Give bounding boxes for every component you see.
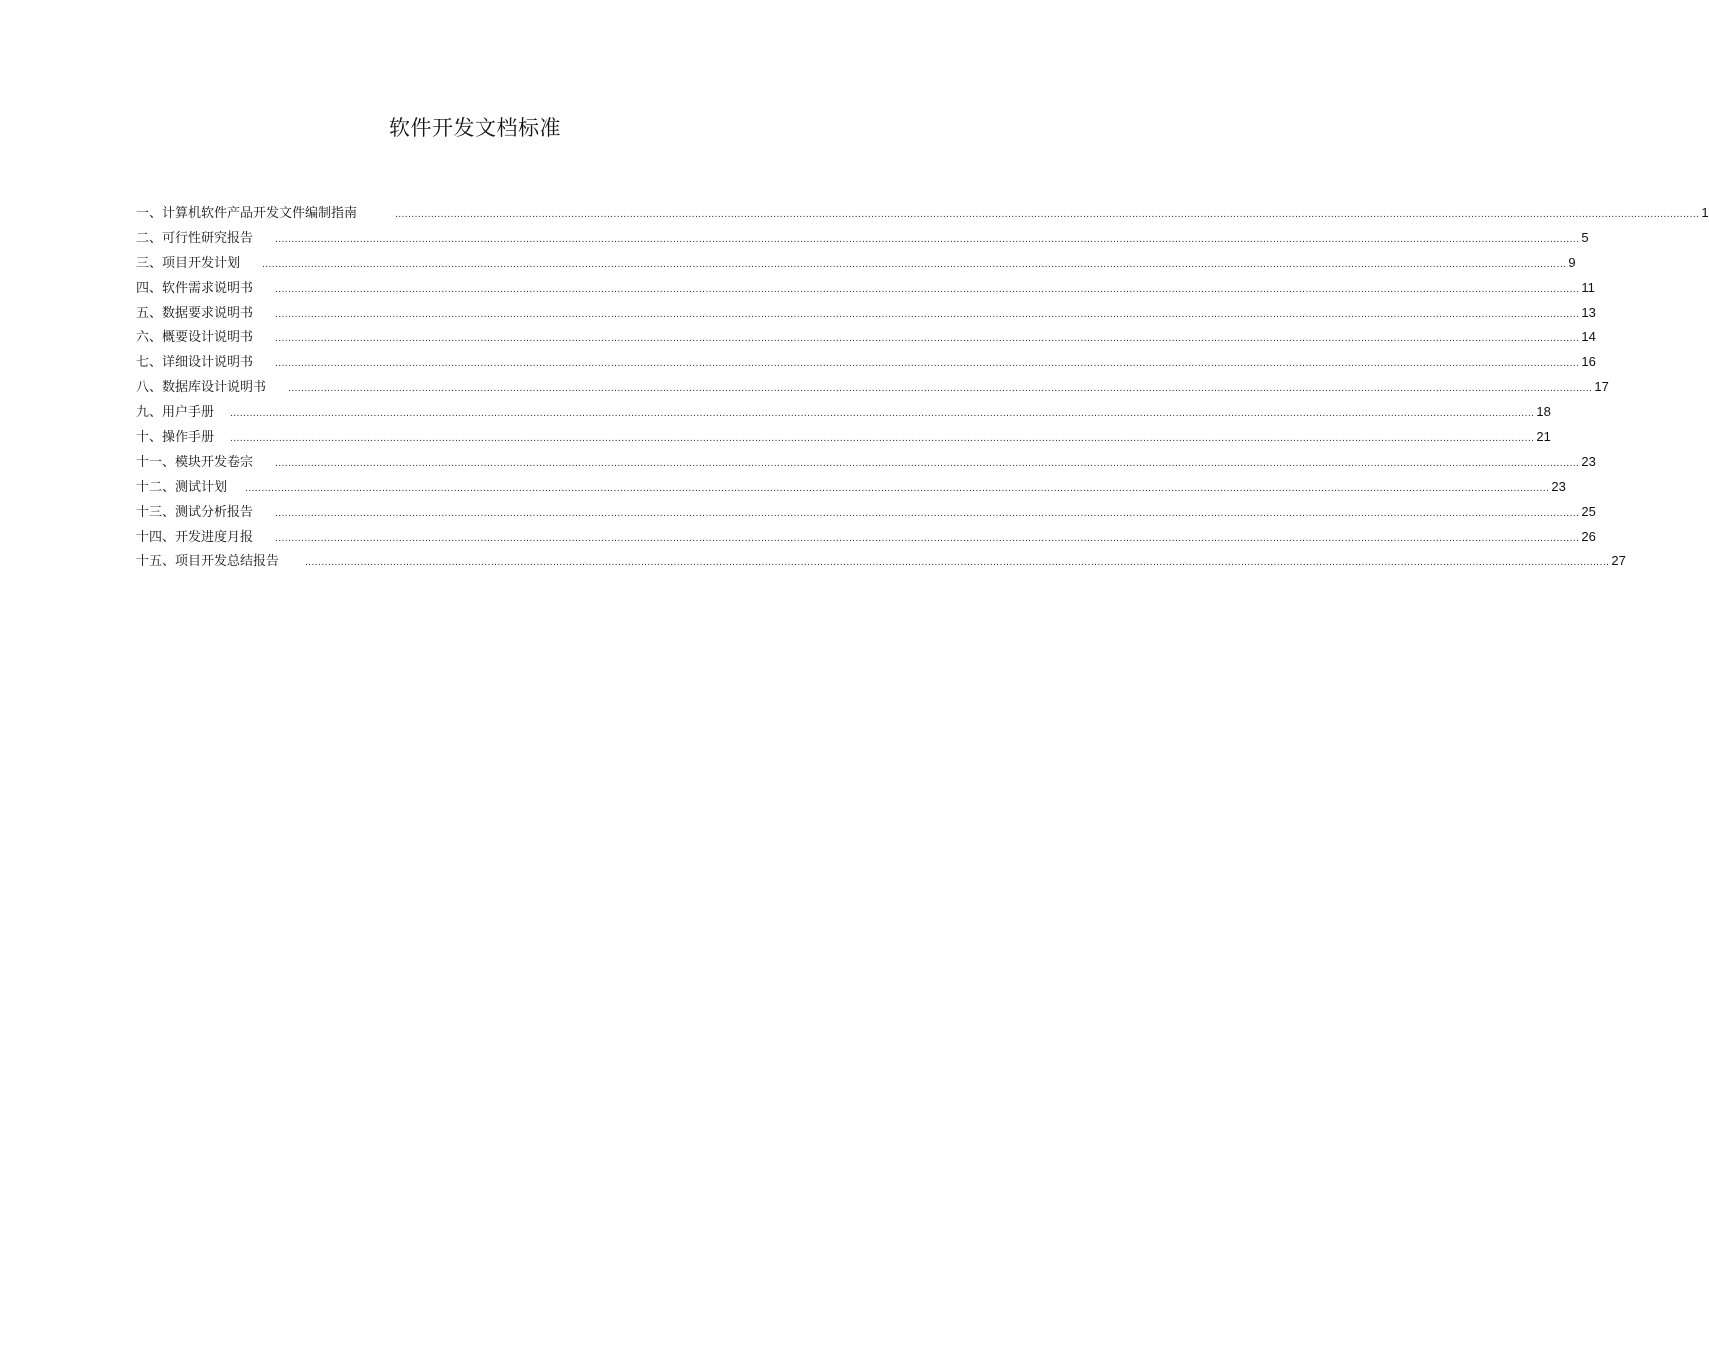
toc-entry-label: 六、概要设计说明书 [136,330,254,346]
toc-entry-page-number: 1 [1701,205,1709,220]
toc-entry-label: 九、用户手册 [136,405,215,421]
toc-entry[interactable] [136,500,1596,525]
toc-leader-dots: ................................................................................................................................................................................................................................................................................................................................................................................................................ [245,483,1550,494]
toc-entry-page-number: 17 [1594,379,1609,395]
toc-leader-dots: ................................................................................................................................................................................................................................................................................................................................................................................................................ [395,210,1700,220]
toc-entry[interactable] [136,301,1596,326]
toc-entry-page-number: 23 [1581,453,1596,469]
toc-entry[interactable] [136,201,1709,226]
toc-entry-label: 四、软件需求说明书 [136,280,254,296]
toc-entry-label: 五、数据要求说明书 [136,305,254,321]
page-title: 软件开发文档标准 [389,116,561,140]
toc-entry[interactable] [136,475,1566,500]
toc-entry[interactable] [136,251,1576,276]
toc-entry[interactable] [136,425,1551,450]
toc-entry[interactable] [136,549,1626,574]
toc-entry-page-number: 25 [1581,503,1596,519]
toc-entry-label: 二、可行性研究报告 [136,230,254,246]
toc-entry[interactable] [136,375,1609,400]
table-of-contents [136,201,1709,574]
toc-entry-label: 三、项目开发计划 [136,255,241,271]
toc-entry-label: 十三、测试分析报告 [136,504,254,520]
toc-entry-label: 七、详细设计说明书 [136,355,254,371]
toc-leader-dots: ................................................................................................................................................................................................................................................................................................................................................................................................................ [275,458,1580,469]
toc-entry-page-number: 27 [1611,553,1626,569]
toc-entry-page-number: 16 [1581,354,1596,370]
toc-entry-label: 一、计算机软件产品开发文件编制指南 [136,206,358,221]
toc-entry-page-number: 5 [1581,229,1589,245]
toc-leader-dots: ................................................................................................................................................................................................................................................................................................................................................................................................................ [230,409,1535,420]
toc-entry-page-number: 13 [1581,304,1596,320]
toc-entry-page-number: 9 [1568,254,1576,270]
toc-entry-page-number: 26 [1581,528,1596,544]
toc-entry-label: 八、数据库设计说明书 [136,380,267,396]
toc-entry-label: 十四、开发进度月报 [136,529,254,545]
toc-leader-dots: ................................................................................................................................................................................................................................................................................................................................................................................................................ [262,259,1567,270]
toc-leader-dots: ................................................................................................................................................................................................................................................................................................................................................................................................................ [275,309,1580,320]
toc-entry-page-number: 23 [1551,478,1566,494]
toc-entry-label: 十五、项目开发总结报告 [136,554,280,570]
toc-entry-page-number: 18 [1536,404,1551,420]
toc-entry[interactable] [136,400,1551,425]
toc-entry[interactable] [136,276,1595,301]
toc-leader-dots: ................................................................................................................................................................................................................................................................................................................................................................................................................ [275,508,1580,519]
toc-entry-page-number: 14 [1581,329,1596,345]
toc-leader-dots: ................................................................................................................................................................................................................................................................................................................................................................................................................ [275,359,1580,370]
toc-leader-dots: ................................................................................................................................................................................................................................................................................................................................................................................................................ [230,434,1535,445]
toc-entry[interactable] [136,325,1596,350]
toc-entry-label: 十、操作手册 [136,430,215,446]
toc-entry-label: 十一、模块开发卷宗 [136,454,254,470]
toc-leader-dots: ................................................................................................................................................................................................................................................................................................................................................................................................................ [275,334,1580,345]
toc-entry[interactable] [136,450,1596,475]
toc-leader-dots: ................................................................................................................................................................................................................................................................................................................................................................................................................ [275,533,1580,544]
toc-entry[interactable] [136,350,1596,375]
toc-leader-dots: ................................................................................................................................................................................................................................................................................................................................................................................................................ [275,284,1580,295]
toc-leader-dots: ................................................................................................................................................................................................................................................................................................................................................................................................................ [305,558,1610,569]
toc-leader-dots: ................................................................................................................................................................................................................................................................................................................................................................................................................ [288,384,1593,395]
toc-entry[interactable] [136,226,1589,251]
toc-entry-page-number: 21 [1536,429,1551,445]
toc-entry[interactable] [136,525,1596,550]
toc-leader-dots: ................................................................................................................................................................................................................................................................................................................................................................................................................ [275,234,1580,245]
toc-entry-page-number: 11 [1581,279,1595,295]
toc-entry-label: 十二、测试计划 [136,479,228,495]
